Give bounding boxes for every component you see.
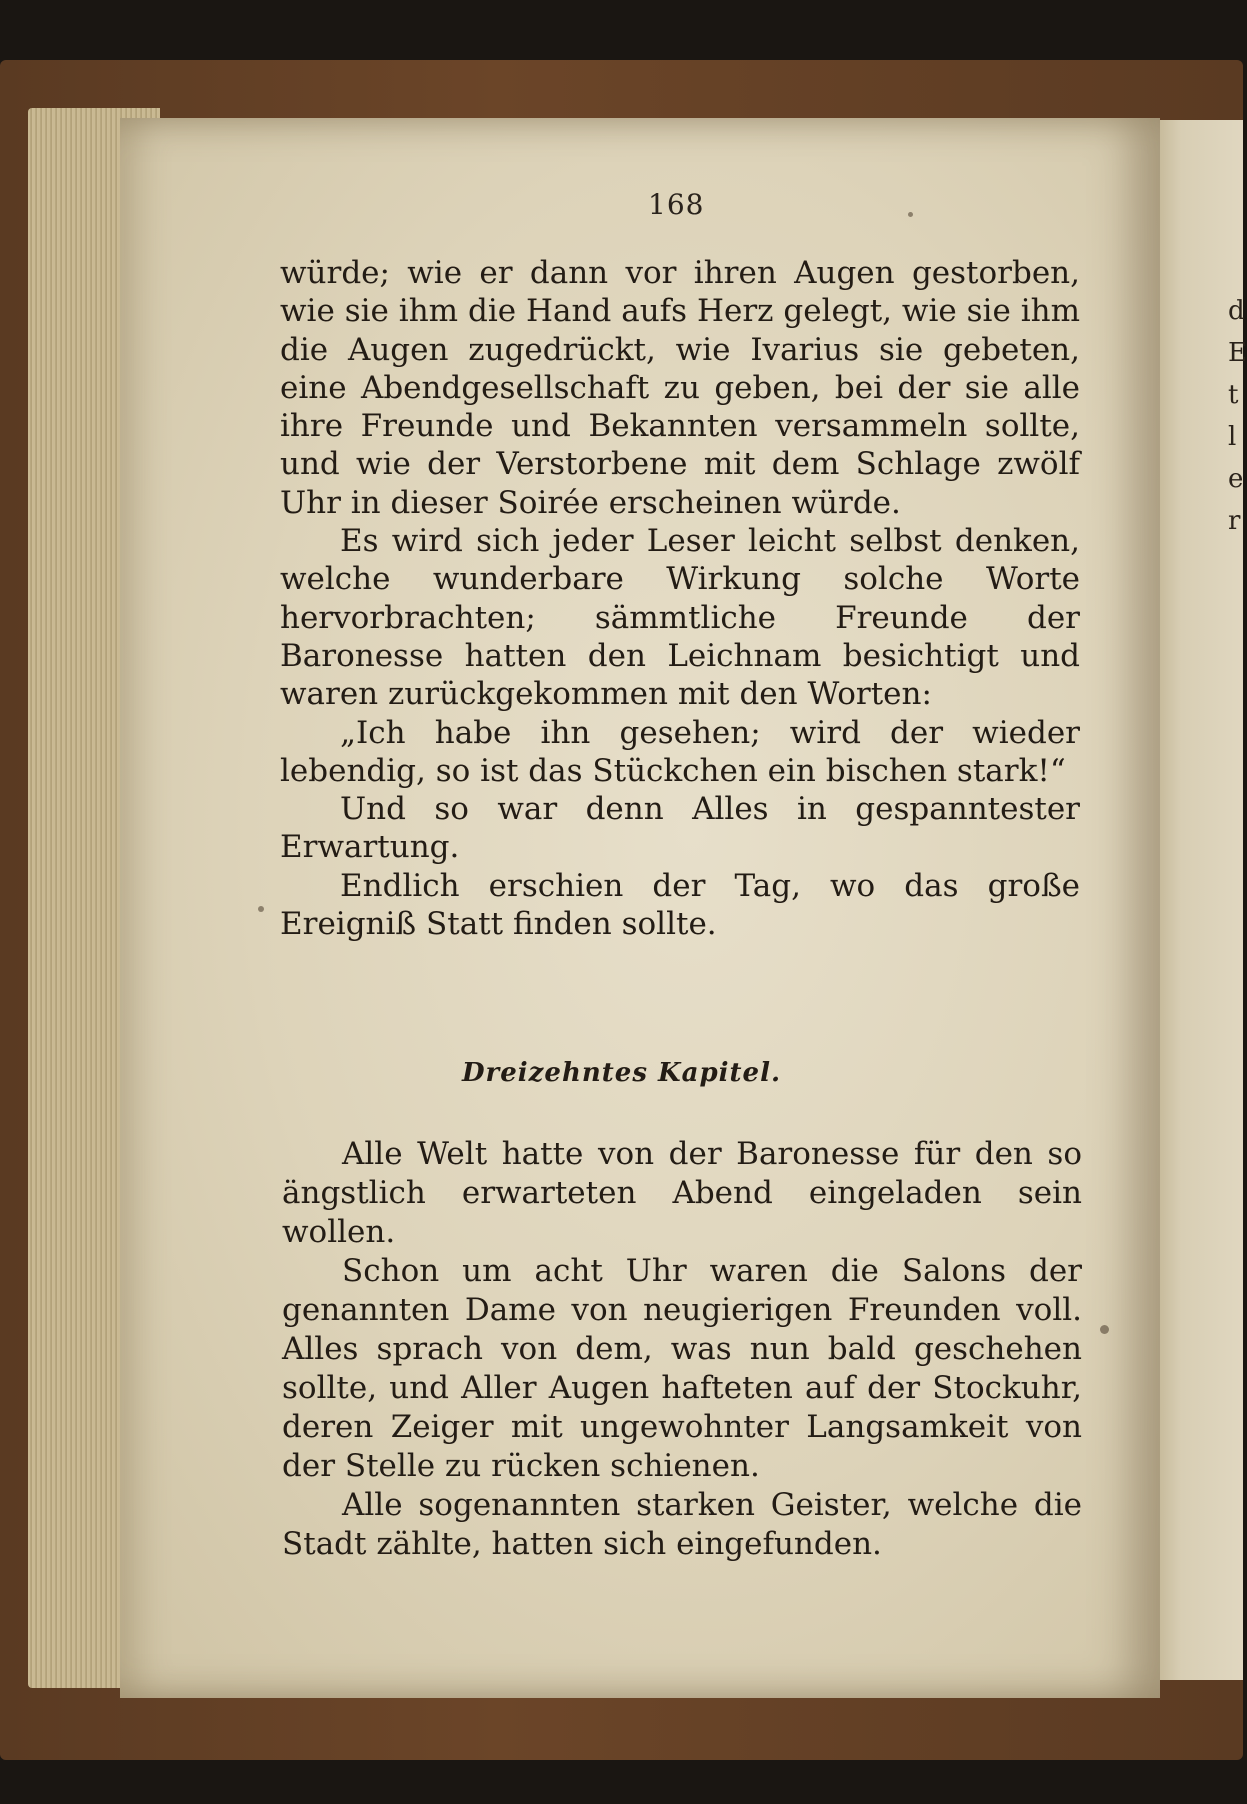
paragraph: Endlich erschien der Tag, wo das große Ereigniß Statt finden sollte. <box>280 867 1080 943</box>
paragraph: Alle sogenannten starken Geister, welche die Stadt zählte, hatten sich eingefunden. <box>282 1487 1082 1562</box>
ink-spot <box>1100 1325 1109 1334</box>
paragraph: Schon um acht Uhr waren die Salons der genannten Dame von neugierigen Freunden voll. Alles sprach von dem, was nun bald geschehen sollte, und Aller Augen hafteten auf der Stockuhr, deren Zeiger mit ungewohnter Langsamkeit von der Stelle zu rücken schienen. <box>282 1253 1082 1484</box>
text-block-bottom <box>282 1135 1082 1564</box>
paragraph: Alle Welt hatte von der Baronesse für den so ängstlich erwarteten Abend eingeladen sein wollen. <box>282 1136 1082 1250</box>
facing-page-text: d E t l e r <box>1228 296 1247 536</box>
text-block-top <box>280 254 1080 943</box>
paragraph: würde; wie er dann vor ihren Augen gestorben, wie sie ihm die Hand aufs Herz gelegt, wie sie ihm die Augen zugedrückt, wie Ivarius sie gebeten, eine Abendgesellschaft zu geben, bei der sie alle ihre Freunde und Bekannten versammeln sollte, und wie der Verstorbene mit dem Schlage zwölf Uhr in dieser Soirée erscheinen würde. <box>280 255 1080 521</box>
paragraph: Es wird sich jeder Leser leicht selbst denken, welche wunderbare Wirkung solche Worte hervorbrachten; sämmtliche Freunde der Baronesse hatten den Leichnam besichtigt und waren zurückgekommen mit den Worten: <box>280 523 1080 713</box>
chapter-heading: Dreizehntes Kapitel. <box>462 1058 781 1088</box>
paragraph: „Ich habe ihn gesehen; wird der wieder lebendig, so ist das Stückchen ein bischen stark!“ <box>280 714 1080 789</box>
ink-spot <box>258 906 264 912</box>
ink-spot <box>908 212 913 217</box>
paragraph: Und so war denn Alles in gespanntester Erwartung. <box>280 791 1080 866</box>
page-number: 168 <box>648 188 705 221</box>
